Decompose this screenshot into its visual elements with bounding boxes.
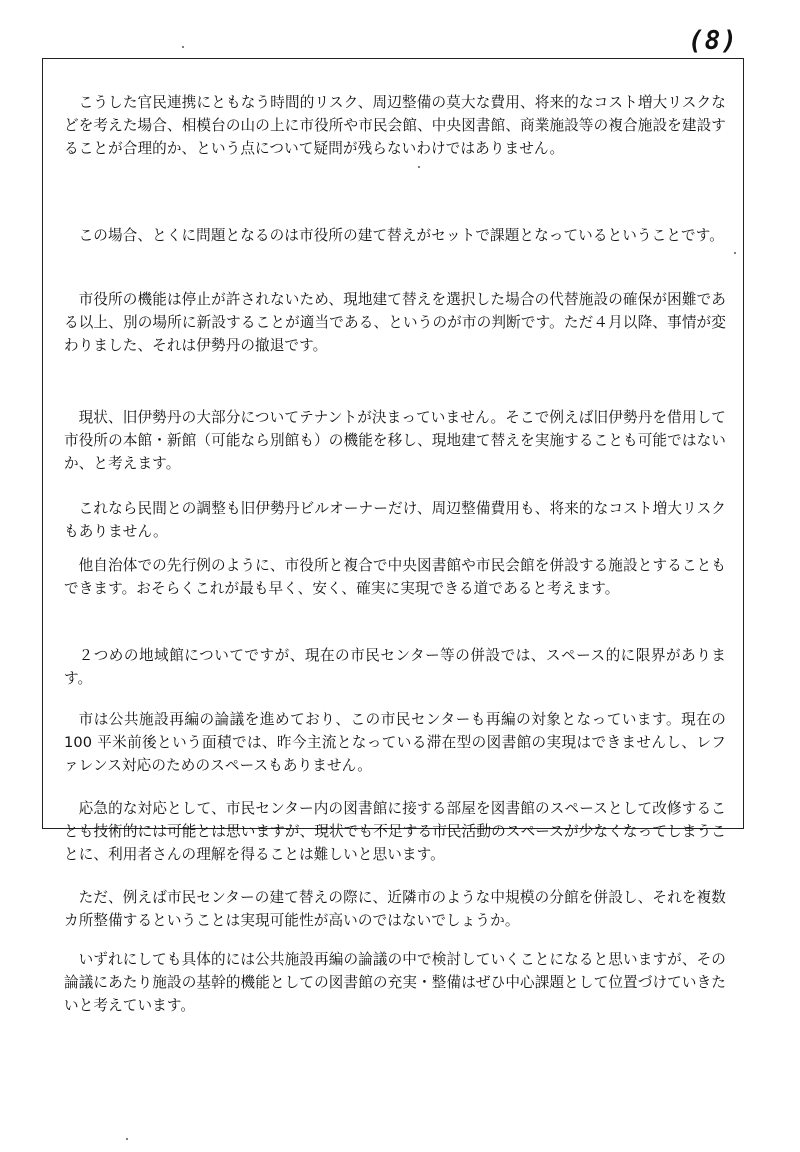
body-text [43,59,743,1014]
paragraph-2: この場合、とくに問題となるのは市役所の建て替えがセットで課題となっているということです。 [78,227,724,244]
scan-speck [734,252,736,254]
scan-speck [418,166,420,168]
scan-speck [182,46,184,48]
paragraph-9: 応急的な対応として、市民センター内の図書館に接する部屋を図書館のスペースとして改修することも技術的には可能とは思いますが、現状でも不足する市民活動のスペースが少なくなってしまうことに、利用者さんの理解を得ることは難しいと思います。 [64,800,726,863]
paragraph-3: 市役所の機能は停止が許されないため、現地建て替えを選択した場合の代替施設の確保が困難である以上、別の場所に新設することが適当である、というのが市の判断です。ただ４月以降、事情が変わりました、それは伊勢丹の撤退です。 [64,291,726,354]
paragraph-5: これなら民間との調整も旧伊勢丹ビルオーナーだけ、周辺整備費用も、将来的なコスト増大リスクもありません。 [64,500,726,540]
scan-speck [126,1138,128,1140]
text-frame [42,58,744,1014]
paragraph-10: ただ、例えば市民センターの建て替えの際に、近隣市のような中規模の分館を併設し、それを複数カ所整備するということは実現可能性が高いのではないでしょうか。 [64,889,726,929]
paragraph-6: 他自治体での先行例のように、市役所と複合で中央図書館や市民会館を併設する施設とすることもできます。おそらくこれが最も早く、安く、確実に実現できる道であると考えます。 [64,557,726,597]
paragraph-4: 現状、旧伊勢丹の大部分についてテナントが決まっていません。そこで例えば旧伊勢丹を借用して市役所の本館・新館（可能なら別館も）の機能を移し、現地建て替えを実施することも可能ではないか、と考えます。 [64,409,726,472]
paragraph-8: 市は公共施設再編の論議を進めており、この市民センターも再編の対象となっています。現在の 100 平米前後という面積では、昨今主流となっている滞在型の図書館の実現はできませんし、レファレンス対応のためのスペースもありません。 [64,711,731,774]
paragraph-7: ２つめの地域館についてですが、現在の市民センター等の併設では、スペース的に限界があります。 [64,647,726,687]
page-number: (8) [688,26,738,56]
paragraph-1: こうした官民連携にともなう時間的リスク、周辺整備の莫大な費用、将来的なコスト増大リスクなどを考えた場合、相模台の山の上に市役所や市民会館、中央図書館、商業施設等の複合施設を建設することが合理的か、という点について疑問が残らないわけではありません。 [64,94,726,157]
paragraph-11: いずれにしても具体的には公共施設再編の論議の中で検討していくことになると思いますが、その論議にあたり施設の基幹的機能としての図書館の充実・整備はぜひ中心課題として位置づけていきたいと考えています。 [64,951,726,1014]
